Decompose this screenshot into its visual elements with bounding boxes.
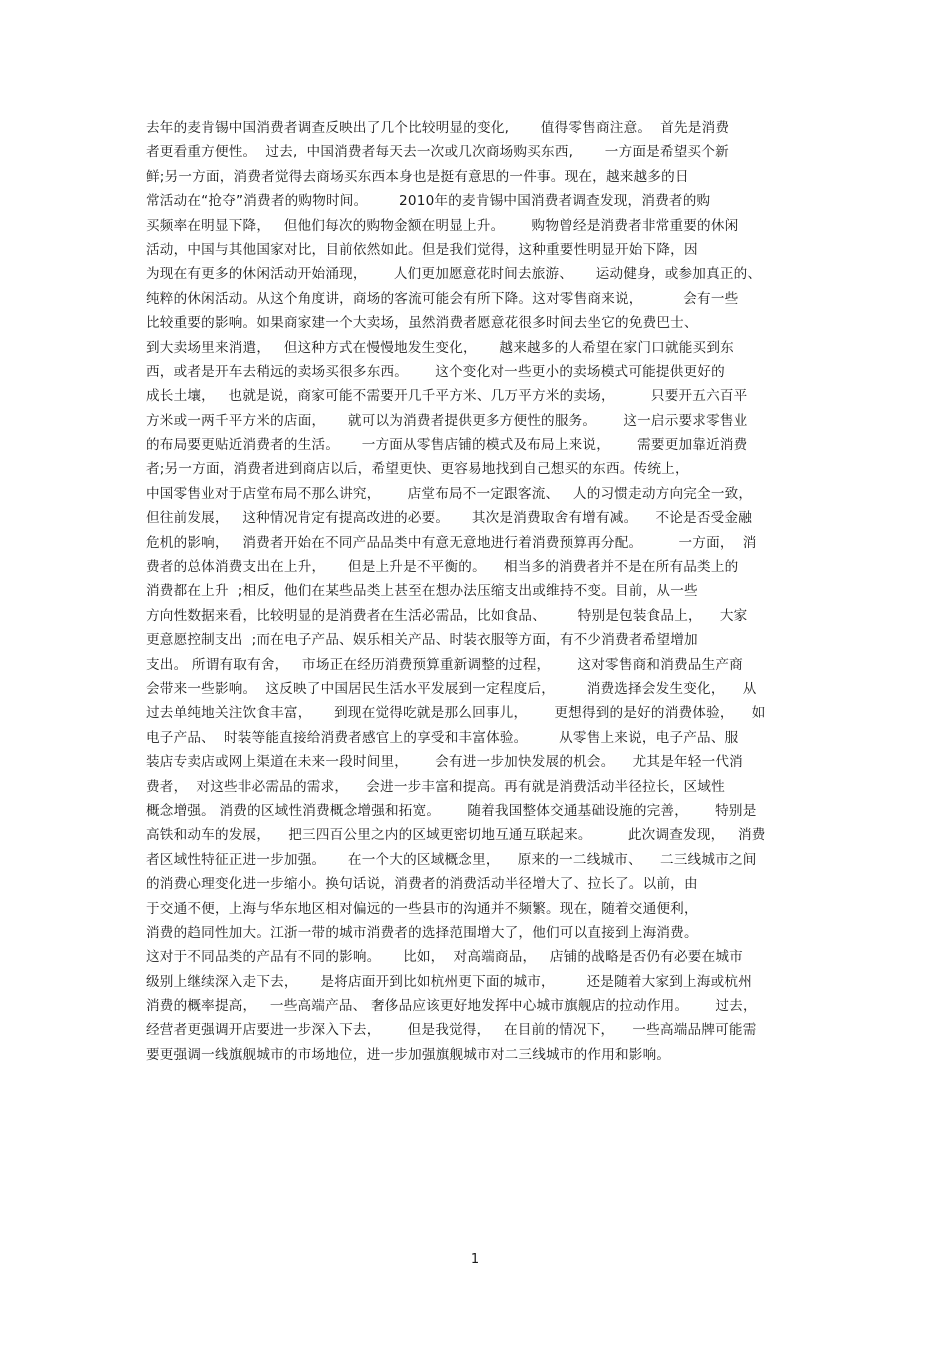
text-line: 级别上继续深入走下去， 是将店面开到比如杭州更下面的城市， 还是随着大家到上海或杭州 xyxy=(146,973,752,990)
text-line: 装店专卖店或网上渠道在未来一段时间里， 会有进一步加快发展的机会。 尤其是年轻一代消 xyxy=(146,754,743,771)
text-line: 消费的概率提高， 一些高端产品、 奢侈品应该更好地发挥中心城市旗舰店的拉动作用。 过去， xyxy=(146,998,757,1015)
text-line: 概念增强。 消费的区域性消费概念增强和拓宽。 随着我国整体交通基础设施的完善， 特别是 xyxy=(146,802,757,819)
text-line: 但往前发展， 这种情况肯定有提高改进的必要。 其次是消费取舍有增有减。 不论是否受金融 xyxy=(146,510,752,527)
text-line: 常活动在“抢夺”消费者的购物时间。 2010年的麦肯锡中国消费者调查发现，消费者的购 xyxy=(146,193,711,210)
text-line: 中国零售业对于店堂布局不那么讲究， 店堂布局不一定跟客流、 人的习惯走动方向完全一致， xyxy=(146,485,753,502)
text-line: 要更强调一线旗舰城市的市场地位，进一步加强旗舰城市对二三线城市的作用和影响。 xyxy=(146,1046,671,1063)
page-number: 1 xyxy=(470,1252,480,1267)
text-line: 这对于不同品类的产品有不同的影响。 比如， 对高端商品， 店铺的战略是否仍有必要在城市 xyxy=(146,949,743,966)
body-text xyxy=(146,116,816,1067)
text-line: 支出。 所谓有取有舍， 市场正在经历消费预算重新调整的过程， 这对零售商和消费品生产商 xyxy=(146,656,743,673)
text-line: 去年的麦肯锡中国消费者调查反映出了几个比较明显的变化, 值得零售商注意。 首先是消费 xyxy=(146,120,730,136)
text-line: 方米或一两千平方米的店面， 就可以为消费者提供更多方便性的服务。 这一启示要求零售业 xyxy=(146,412,748,429)
text-line: 成长土壤， 也就是说，商家可能不需要开几千平方米、几万平方米的卖场， 只要开五六百平 xyxy=(146,388,748,405)
text-line: 高铁和动车的发展， 把三四百公里之内的区域更密切地互通互联起来。 此次调查发现， 消费 xyxy=(146,827,766,844)
text-line: 买频率在明显下降， 但他们每次的购物金额在明显上升。 购物曾经是消费者非常重要的休闲 xyxy=(146,217,739,234)
text-line: 费者， 对这些非必需品的需求， 会进一步丰富和提高。再有就是消费活动半径拉长，区域性 xyxy=(146,778,725,795)
text-line: 的消费心理变化进一步缩小。换句话说，消费者的消费活动半径增大了、拉长了。以前，由 xyxy=(146,876,698,893)
text-line: 西，或者是开车去稍远的卖场买很多东西。 这个变化对一些更小的卖场模式可能提供更好的 xyxy=(146,363,725,380)
text-line: 过去单纯地关注饮食丰富， 到现在觉得吃就是那么回事儿， 更想得到的是好的消费体验， 如 xyxy=(146,705,766,722)
text-line: 为现在有更多的休闲活动开始涌现， 人们更加愿意花时间去旅游、 运动健身，或参加真正的、 xyxy=(146,266,762,283)
text-line: 者;另一方面，消费者进到商店以后，希望更快、更容易地找到自己想买的东西。传统上， xyxy=(146,461,689,478)
text-line: 更意愿控制支出 ;而在电子产品、娱乐相关产品、时装衣服等方面，有不少消费者希望增加 xyxy=(146,632,698,649)
text-line: 消费的趋同性加大。江浙一带的城市消费者的选择范围增大了，他们可以直接到上海消费。 xyxy=(146,924,698,941)
text-line: 活动，中国与其他国家对比，目前依然如此。但是我们觉得，这种重要性明显开始下降，因 xyxy=(146,241,698,258)
text-line: 的布局要更贴近消费者的生活。 一方面从零售店铺的模式及布局上来说， 需要更加靠近消费 xyxy=(146,437,748,454)
text-line: 者区域性特征正进一步加强。 在一个大的区域概念里， 原来的一二线城市、 二三线城市之间 xyxy=(146,851,757,868)
text-line: 鲜;另一方面，消费者觉得去商场买东西本身也是挺有意思的一件事。现在，越来越多的日 xyxy=(146,168,689,185)
text-line: 电子产品、 时装等能直接给消费者感官上的享受和丰富体验。 从零售上来说，电子产品、服 xyxy=(146,729,739,746)
text-line: 费者的总体消费支出在上升， 但是上升是不平衡的。 相当多的消费者并不是在所有品类上的 xyxy=(146,559,739,576)
text-line: 经营者更强调开店要进一步深入下去， 但是我觉得， 在目前的情况下， 一些高端品牌可能需 xyxy=(146,1022,757,1039)
text-line: 方向性数据来看，比较明显的是消费者在生活必需品，比如食品、 特别是包装食品上， 大家 xyxy=(146,607,748,624)
text-line: 纯粹的休闲活动。从这个角度讲，商场的客流可能会有所下降。这对零售商来说， 会有一些 xyxy=(146,290,739,307)
text-line: 比较重要的影响。如果商家建一个大卖场，虽然消费者愿意花很多时间去坐它的免费巴士、 xyxy=(146,315,698,332)
text-line: 于交通不便，上海与华东地区相对偏远的一些县市的沟通并不频繁。现在，随着交通便利， xyxy=(146,900,698,917)
text-line: 会带来一些影响。 这反映了中国居民生活水平发展到一定程度后， 消费选择会发生变化， 从 xyxy=(146,680,757,697)
text-line: 危机的影响， 消费者开始在不同产品品类中有意无意地进行着消费预算再分配。 一方面， 消 xyxy=(146,534,757,551)
text-line: 到大卖场里来消遣， 但这种方式在慢慢地发生变化， 越来越多的人希望在家门口就能买到东 xyxy=(146,339,734,356)
text-line: 消费都在上升 ;相反，他们在某些品类上甚至在想办法压缩支出或维持不变。目前，从一些 xyxy=(146,583,698,600)
text-line: 者更看重方便性。 过去, 中国消费者每天去一次或几次商场购买东西, 一方面是希望买个新 xyxy=(146,144,729,161)
